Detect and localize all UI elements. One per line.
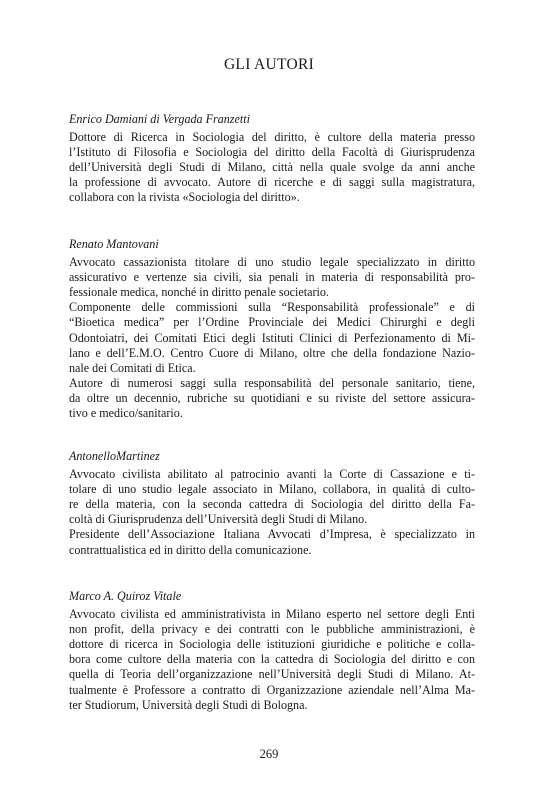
bio-line: contrattualistica ed in diritto della comunicazione. bbox=[69, 542, 312, 557]
bio-line: lano e dell’E.M.O. Centro Cuore di Milano, oltre che della fondazione Nazio- bbox=[69, 345, 475, 360]
bio-line: Odontoiatri, dei Comitati Etici degli Istituti Clinici di Perfezionamento di Mi- bbox=[69, 330, 475, 345]
bio-line: fessionale medica, nonché in diritto penale societario. bbox=[69, 285, 329, 300]
bio-line: da oltre un decennio, rubriche su quotidiani e su riviste del settore assicura- bbox=[69, 390, 475, 405]
author-entry-martinez bbox=[69, 449, 475, 558]
bio-line: la professione di avvocato. Autore di ricerche e di saggi sulla magistratura, bbox=[69, 175, 475, 190]
bio-line: quella di Teoria dell’organizzazione nell’Università degli Studi di Milano. At- bbox=[69, 667, 475, 682]
bio-line: tualmente è Professore a contratto di Organizzazione aziendale nell’Alma Ma- bbox=[69, 682, 475, 697]
page-title: GLI AUTORI bbox=[223, 56, 315, 73]
bio-line: collabora con la rivista «Sociologia del diritto». bbox=[69, 190, 300, 205]
author-name: Enrico Damiani di Vergada Franzetti bbox=[69, 112, 250, 126]
page-number: 269 bbox=[259, 747, 279, 761]
bio-line: Avvocato civilista abilitato al patrocinio avanti la Corte di Cassazione e ti- bbox=[69, 467, 475, 482]
bio-line: ter Studiorum, Università degli Studi di Bologna. bbox=[69, 697, 308, 712]
bio-line: l’Istituto di Filosofia e Sociologia del diritto della Facoltà di Giurisprudenza bbox=[69, 145, 475, 160]
author-name: AntonelloMartinez bbox=[69, 449, 160, 463]
bio-line: tivo e medico/sanitario. bbox=[69, 406, 183, 421]
bio-line: Autore di numerosi saggi sulla responsabilità del personale sanitario, tiene, bbox=[69, 375, 475, 390]
bio-line: coltà di Giurisprudenza dell’Università degli Studi di Milano. bbox=[69, 512, 368, 527]
bio-line: bora come cultore della materia con la cattedra di Sociologia del diritto e con bbox=[69, 652, 475, 667]
bio-line: “Bioetica medica” per l’Ordine Provinciale dei Medici Chirurghi e degli bbox=[69, 315, 475, 330]
author-name: Renato Mantovani bbox=[69, 237, 159, 251]
bio-line: Avvocato civilista ed amministrativista in Milano esperto nel settore degli Enti bbox=[69, 607, 475, 622]
author-name: Marco A. Quiroz Vitale bbox=[69, 589, 182, 603]
bio-line: Avvocato cassazionista titolare di uno studio legale specializzato in diritto bbox=[69, 255, 475, 270]
bio-line: Presidente dell’Associazione Italiana Avvocati d’Impresa, è specializzato in bbox=[69, 527, 475, 542]
author-entry-mantovani bbox=[69, 237, 475, 421]
bio-line: assicurativo e vertenze sia civili, sia penali in materia di responsabilità pro- bbox=[69, 270, 475, 285]
bio-line: dell’Università degli Studi di Milano, città nella quale svolge da anni anche bbox=[69, 160, 475, 175]
bio-line: re della materia, con la seconda cattedra di Sociologia del diritto della Fa- bbox=[69, 497, 475, 512]
bio-line: Componente delle commissioni sulla “Responsabilità professionale” e di bbox=[69, 300, 475, 315]
bio-line: Dottore di Ricerca in Sociologia del diritto, è cultore della materia presso bbox=[69, 130, 475, 145]
author-entry-damiani bbox=[69, 112, 475, 206]
author-entry-quiroz bbox=[69, 589, 475, 713]
bio-line: non profit, della privacy e dei contratti con le pubbliche amministrazioni, è bbox=[69, 622, 475, 637]
bio-line: tolare di uno studio legale associato in Milano, collabora, in qualità di culto- bbox=[69, 482, 475, 497]
bio-line: nale dei Comitati di Etica. bbox=[69, 360, 196, 375]
bio-line: dottore di ricerca in Sociologia delle istituzioni giuridiche e politiche e colla- bbox=[69, 637, 475, 652]
